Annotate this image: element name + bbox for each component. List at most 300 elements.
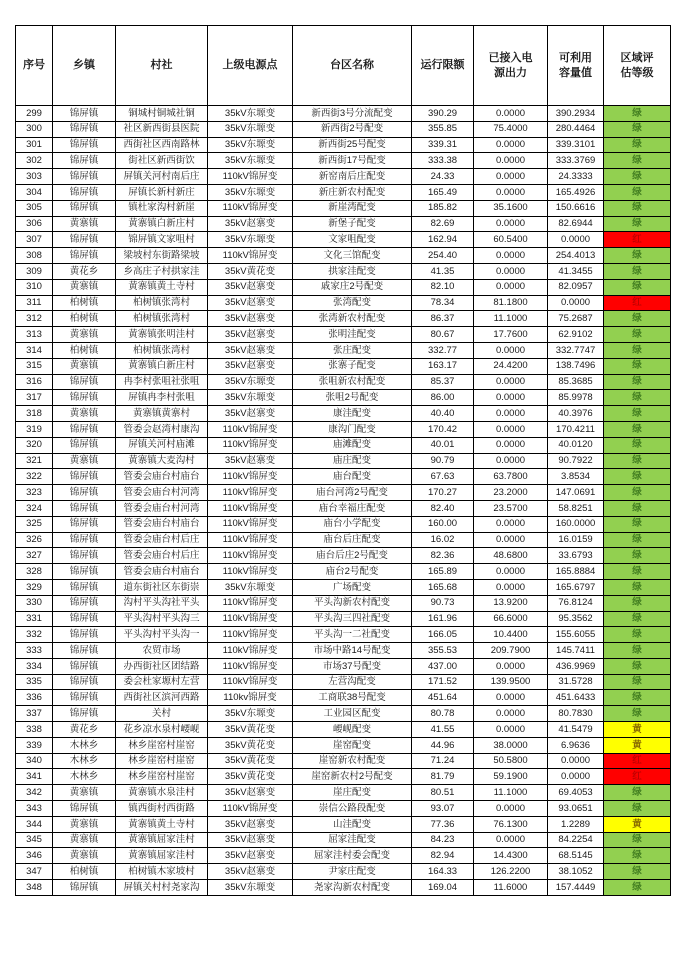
cell-township: 锦屏镇	[53, 121, 116, 137]
cell-output: 0.0000	[474, 706, 548, 722]
cell-limit: 82.36	[412, 548, 474, 564]
cell-index: 303	[16, 169, 53, 185]
table-row	[16, 200, 671, 216]
cell-capacity: 58.8251	[548, 500, 604, 516]
cell-index: 307	[16, 232, 53, 248]
cell-index: 338	[16, 722, 53, 738]
cell-source: 35kV东塬变	[208, 390, 293, 406]
table-row	[16, 342, 671, 358]
cell-village: 铜城村铜城社铜	[116, 106, 208, 122]
cell-village: 柏树镇张湾村	[116, 311, 208, 327]
cell-source: 35kV赵寨变	[208, 406, 293, 422]
cell-limit: 24.33	[412, 169, 474, 185]
cell-township: 木林乡	[53, 753, 116, 769]
cell-source: 35kV赵寨变	[208, 453, 293, 469]
cell-grade: 绿	[604, 627, 671, 643]
cell-source: 35kV东塬变	[208, 880, 293, 896]
cell-limit: 78.34	[412, 295, 474, 311]
cell-township: 锦屏镇	[53, 611, 116, 627]
cell-village: 镇杜家沟村新崖	[116, 200, 208, 216]
cell-township: 锦屏镇	[53, 643, 116, 659]
cell-limit: 80.78	[412, 706, 474, 722]
cell-grade: 绿	[604, 848, 671, 864]
cell-capacity: 145.7411	[548, 643, 604, 659]
cell-station: 庙滩配变	[293, 437, 412, 453]
cell-grade: 绿	[604, 311, 671, 327]
cell-grade: 绿	[604, 880, 671, 896]
cell-grade: 绿	[604, 421, 671, 437]
cell-source: 110kV锦屏变	[208, 674, 293, 690]
table-row	[16, 406, 671, 422]
cell-index: 305	[16, 200, 53, 216]
cell-village: 乡高庄子村拱家洼	[116, 263, 208, 279]
cell-grade: 绿	[604, 184, 671, 200]
cell-output: 13.9200	[474, 595, 548, 611]
cell-village: 柏树镇木家坡村	[116, 864, 208, 880]
cell-village: 沟村平头沟社平头	[116, 595, 208, 611]
cell-station: 拱家洼配变	[293, 263, 412, 279]
cell-index: 321	[16, 453, 53, 469]
cell-township: 柏树镇	[53, 295, 116, 311]
cell-index: 330	[16, 595, 53, 611]
cell-output: 0.0000	[474, 564, 548, 580]
cell-index: 311	[16, 295, 53, 311]
cell-output: 0.0000	[474, 153, 548, 169]
cell-capacity: 84.2254	[548, 832, 604, 848]
cell-township: 锦屏镇	[53, 169, 116, 185]
cell-index: 319	[16, 421, 53, 437]
cell-index: 339	[16, 737, 53, 753]
cell-source: 35kV赵寨变	[208, 279, 293, 295]
cell-capacity: 165.6797	[548, 579, 604, 595]
table-row	[16, 421, 671, 437]
cell-station: 平头沟三四社配变	[293, 611, 412, 627]
cell-capacity: 332.7747	[548, 342, 604, 358]
table-row	[16, 311, 671, 327]
cell-limit: 164.33	[412, 864, 474, 880]
cell-village: 西街社区滨河西路	[116, 690, 208, 706]
cell-capacity: 75.2687	[548, 311, 604, 327]
cell-capacity: 62.9102	[548, 327, 604, 343]
cell-output: 0.0000	[474, 279, 548, 295]
table-row	[16, 279, 671, 295]
cell-source: 35kV赵寨变	[208, 311, 293, 327]
cell-capacity: 436.9969	[548, 658, 604, 674]
cell-source: 35kV赵寨变	[208, 785, 293, 801]
cell-village: 柏树镇张湾村	[116, 342, 208, 358]
cell-source: 110kv锦屏变	[208, 690, 293, 706]
column-header-capacity: 可利用容量值	[548, 26, 604, 106]
cell-source: 35kV东塬变	[208, 153, 293, 169]
cell-source: 110kV锦屏变	[208, 169, 293, 185]
cell-source: 110kV锦屏变	[208, 548, 293, 564]
table-row	[16, 769, 671, 785]
cell-index: 331	[16, 611, 53, 627]
cell-source: 35kV黄花变	[208, 263, 293, 279]
cell-output: 0.0000	[474, 516, 548, 532]
cell-index: 309	[16, 263, 53, 279]
cell-village: 平头沟村平头沟三	[116, 611, 208, 627]
cell-village: 黄寨镇大麦沟村	[116, 453, 208, 469]
cell-grade: 绿	[604, 864, 671, 880]
cell-station: 庙台幸福庄配变	[293, 500, 412, 516]
cell-village: 办西街社区团结路	[116, 658, 208, 674]
cell-township: 黄寨镇	[53, 406, 116, 422]
cell-capacity: 155.6055	[548, 627, 604, 643]
cell-grade: 绿	[604, 469, 671, 485]
cell-limit: 86.37	[412, 311, 474, 327]
cell-capacity: 150.6616	[548, 200, 604, 216]
cell-limit: 339.31	[412, 137, 474, 153]
table-row	[16, 184, 671, 200]
cell-index: 328	[16, 564, 53, 580]
cell-township: 黄寨镇	[53, 848, 116, 864]
cell-village: 黄寨镇黄土寺村	[116, 816, 208, 832]
cell-output: 0.0000	[474, 437, 548, 453]
cell-station: 庙台后庄2号配变	[293, 548, 412, 564]
cell-station: 崖庄配变	[293, 785, 412, 801]
cell-township: 柏树镇	[53, 864, 116, 880]
table-row	[16, 532, 671, 548]
table-row	[16, 374, 671, 390]
table-row	[16, 643, 671, 659]
cell-capacity: 6.9636	[548, 737, 604, 753]
cell-township: 锦屏镇	[53, 437, 116, 453]
cell-index: 318	[16, 406, 53, 422]
cell-village: 黄寨镇白新庄村	[116, 358, 208, 374]
table-row	[16, 216, 671, 232]
cell-source: 110kV锦屏变	[208, 485, 293, 501]
cell-capacity: 16.0159	[548, 532, 604, 548]
table-header	[16, 26, 671, 106]
cell-capacity: 33.6793	[548, 548, 604, 564]
cell-capacity: 38.1052	[548, 864, 604, 880]
cell-grade: 绿	[604, 263, 671, 279]
cell-township: 木林乡	[53, 737, 116, 753]
cell-source: 35kV东塬变	[208, 184, 293, 200]
table-row	[16, 121, 671, 137]
cell-output: 0.0000	[474, 137, 548, 153]
cell-index: 334	[16, 658, 53, 674]
cell-source: 110kV锦屏变	[208, 200, 293, 216]
cell-limit: 160.00	[412, 516, 474, 532]
cell-grade: 绿	[604, 153, 671, 169]
cell-limit: 81.79	[412, 769, 474, 785]
cell-village: 黄寨镇屈家洼村	[116, 832, 208, 848]
cell-source: 35kV黄花变	[208, 769, 293, 785]
cell-station: 新西街3号分流配变	[293, 106, 412, 122]
cell-source: 110kV锦屏变	[208, 564, 293, 580]
cell-output: 24.4200	[474, 358, 548, 374]
cell-limit: 169.04	[412, 880, 474, 896]
cell-index: 325	[16, 516, 53, 532]
cell-station: 山洼配变	[293, 816, 412, 832]
cell-capacity: 160.0000	[548, 516, 604, 532]
cell-grade: 绿	[604, 579, 671, 595]
cell-township: 黄寨镇	[53, 785, 116, 801]
cell-output: 66.6000	[474, 611, 548, 627]
cell-index: 299	[16, 106, 53, 122]
cell-grade: 绿	[604, 169, 671, 185]
cell-output: 209.7900	[474, 643, 548, 659]
cell-source: 110kV锦屏变	[208, 658, 293, 674]
cell-source: 35kV赵寨变	[208, 342, 293, 358]
cell-limit: 185.82	[412, 200, 474, 216]
cell-limit: 40.40	[412, 406, 474, 422]
cell-grade: 红	[604, 753, 671, 769]
cell-township: 锦屏镇	[53, 200, 116, 216]
cell-capacity: 82.6944	[548, 216, 604, 232]
cell-station: 张明洼配变	[293, 327, 412, 343]
cell-source: 110kV锦屏变	[208, 516, 293, 532]
column-header-township: 乡镇	[53, 26, 116, 106]
cell-source: 35kV赵寨变	[208, 864, 293, 880]
cell-grade: 黄	[604, 737, 671, 753]
cell-grade: 绿	[604, 121, 671, 137]
cell-limit: 254.40	[412, 248, 474, 264]
cell-index: 302	[16, 153, 53, 169]
cell-township: 锦屏镇	[53, 184, 116, 200]
cell-village: 道东街社区东街崇	[116, 579, 208, 595]
table-row	[16, 516, 671, 532]
table-row	[16, 848, 671, 864]
cell-limit: 171.52	[412, 674, 474, 690]
cell-output: 23.2000	[474, 485, 548, 501]
table-row	[16, 753, 671, 769]
cell-output: 48.6800	[474, 548, 548, 564]
cell-output: 11.6000	[474, 880, 548, 896]
cell-output: 0.0000	[474, 832, 548, 848]
cell-output: 23.5700	[474, 500, 548, 516]
cell-village: 社区新西街县医院	[116, 121, 208, 137]
cell-index: 322	[16, 469, 53, 485]
cell-township: 锦屏镇	[53, 595, 116, 611]
cell-limit: 165.68	[412, 579, 474, 595]
cell-grade: 绿	[604, 643, 671, 659]
cell-capacity: 80.7830	[548, 706, 604, 722]
table-row	[16, 880, 671, 896]
cell-output: 0.0000	[474, 801, 548, 817]
cell-station: 广场配变	[293, 579, 412, 595]
cell-station: 张咀新农村配变	[293, 374, 412, 390]
cell-township: 锦屏镇	[53, 374, 116, 390]
cell-capacity: 95.3562	[548, 611, 604, 627]
cell-source: 35kV赵寨变	[208, 358, 293, 374]
cell-station: 工业园区配变	[293, 706, 412, 722]
cell-township: 锦屏镇	[53, 421, 116, 437]
cell-village: 农贸市场	[116, 643, 208, 659]
cell-station: 张湾新农村配变	[293, 311, 412, 327]
table-row	[16, 548, 671, 564]
cell-limit: 84.23	[412, 832, 474, 848]
cell-source: 35kV东塬变	[208, 121, 293, 137]
cell-limit: 451.64	[412, 690, 474, 706]
cell-source: 35kV赵寨变	[208, 295, 293, 311]
cell-township: 锦屏镇	[53, 627, 116, 643]
cell-limit: 333.38	[412, 153, 474, 169]
cell-limit: 170.27	[412, 485, 474, 501]
cell-grade: 绿	[604, 674, 671, 690]
column-header-index: 序号	[16, 26, 53, 106]
cell-index: 336	[16, 690, 53, 706]
cell-township: 锦屏镇	[53, 248, 116, 264]
cell-grade: 绿	[604, 485, 671, 501]
cell-village: 委会杜家塬村左营	[116, 674, 208, 690]
cell-index: 301	[16, 137, 53, 153]
cell-output: 35.1600	[474, 200, 548, 216]
table-row	[16, 485, 671, 501]
cell-index: 317	[16, 390, 53, 406]
cell-limit: 86.00	[412, 390, 474, 406]
cell-source: 35kV东塬变	[208, 106, 293, 122]
cell-output: 17.7600	[474, 327, 548, 343]
cell-capacity: 69.4053	[548, 785, 604, 801]
cell-limit: 82.69	[412, 216, 474, 232]
cell-village: 黄寨镇水泉洼村	[116, 785, 208, 801]
cell-grade: 绿	[604, 801, 671, 817]
cell-index: 343	[16, 801, 53, 817]
cell-township: 黄寨镇	[53, 453, 116, 469]
column-header-grade: 区域评估等级	[604, 26, 671, 106]
cell-village: 屏镇关村村尧家沟	[116, 880, 208, 896]
cell-capacity: 390.2934	[548, 106, 604, 122]
cell-station: 崇信公路段配变	[293, 801, 412, 817]
cell-capacity: 85.3685	[548, 374, 604, 390]
cell-index: 304	[16, 184, 53, 200]
cell-source: 110kV锦屏变	[208, 437, 293, 453]
cell-output: 139.9500	[474, 674, 548, 690]
cell-station: 新窑南后庄配变	[293, 169, 412, 185]
cell-township: 锦屏镇	[53, 674, 116, 690]
cell-source: 35kV赵寨变	[208, 848, 293, 864]
cell-capacity: 40.3976	[548, 406, 604, 422]
cell-township: 木林乡	[53, 769, 116, 785]
cell-index: 327	[16, 548, 53, 564]
cell-index: 326	[16, 532, 53, 548]
cell-village: 冉李村张咀社张咀	[116, 374, 208, 390]
table-row	[16, 263, 671, 279]
cell-limit: 166.05	[412, 627, 474, 643]
cell-limit: 390.29	[412, 106, 474, 122]
column-header-station: 台区名称	[293, 26, 412, 106]
cell-station: 庙台小学配变	[293, 516, 412, 532]
cell-station: 新西街17号配变	[293, 153, 412, 169]
table-row	[16, 801, 671, 817]
cell-station: 崾岘配变	[293, 722, 412, 738]
cell-capacity: 0.0000	[548, 295, 604, 311]
cell-source: 110kV锦屏变	[208, 421, 293, 437]
cell-output: 126.2200	[474, 864, 548, 880]
cell-output: 0.0000	[474, 248, 548, 264]
table-row	[16, 106, 671, 122]
column-header-village: 村社	[116, 26, 208, 106]
cell-township: 黄花乡	[53, 263, 116, 279]
cell-source: 35kV黄花变	[208, 753, 293, 769]
cell-township: 锦屏镇	[53, 232, 116, 248]
table-row	[16, 816, 671, 832]
cell-output: 0.0000	[474, 169, 548, 185]
cell-index: 344	[16, 816, 53, 832]
table-row	[16, 832, 671, 848]
cell-limit: 332.77	[412, 342, 474, 358]
cell-source: 35kV黄花变	[208, 737, 293, 753]
cell-station: 崖窑新农村配变	[293, 753, 412, 769]
cell-station: 张湾配变	[293, 295, 412, 311]
cell-index: 306	[16, 216, 53, 232]
cell-village: 梁坡村东街路梁坡	[116, 248, 208, 264]
column-header-source: 上级电源点	[208, 26, 293, 106]
cell-township: 黄寨镇	[53, 279, 116, 295]
table-row	[16, 248, 671, 264]
cell-village: 屏镇长新村新庄	[116, 184, 208, 200]
cell-capacity: 451.6433	[548, 690, 604, 706]
cell-index: 342	[16, 785, 53, 801]
cell-grade: 绿	[604, 137, 671, 153]
cell-station: 平头沟一二社配变	[293, 627, 412, 643]
table-row	[16, 706, 671, 722]
cell-station: 庙庄配变	[293, 453, 412, 469]
table-row	[16, 295, 671, 311]
table-row	[16, 358, 671, 374]
cell-limit: 170.42	[412, 421, 474, 437]
cell-village: 锦屏镇文家咀村	[116, 232, 208, 248]
cell-capacity: 0.0000	[548, 753, 604, 769]
cell-grade: 绿	[604, 453, 671, 469]
cell-output: 75.4000	[474, 121, 548, 137]
cell-village: 管委会赵湾村康沟	[116, 421, 208, 437]
cell-grade: 红	[604, 769, 671, 785]
cell-station: 新庄新农村配变	[293, 184, 412, 200]
cell-index: 320	[16, 437, 53, 453]
table-row	[16, 437, 671, 453]
cell-township: 锦屏镇	[53, 548, 116, 564]
cell-village: 管委会庙台村后庄	[116, 548, 208, 564]
cell-limit: 85.37	[412, 374, 474, 390]
table-row	[16, 611, 671, 627]
cell-grade: 绿	[604, 200, 671, 216]
cell-output: 0.0000	[474, 390, 548, 406]
cell-capacity: 0.0000	[548, 232, 604, 248]
cell-output: 50.5800	[474, 753, 548, 769]
cell-capacity: 3.8534	[548, 469, 604, 485]
cell-output: 0.0000	[474, 263, 548, 279]
table-row	[16, 658, 671, 674]
cell-output: 10.4400	[474, 627, 548, 643]
cell-township: 锦屏镇	[53, 516, 116, 532]
cell-source: 110kV锦屏变	[208, 643, 293, 659]
cell-township: 锦屏镇	[53, 106, 116, 122]
cell-grade: 绿	[604, 785, 671, 801]
cell-limit: 161.96	[412, 611, 474, 627]
cell-township: 锦屏镇	[53, 880, 116, 896]
cell-source: 110kV锦屏变	[208, 611, 293, 627]
cell-grade: 绿	[604, 342, 671, 358]
cell-station: 崖窑配变	[293, 737, 412, 753]
cell-village: 黄寨镇黄寨村	[116, 406, 208, 422]
cell-station: 文家咀配变	[293, 232, 412, 248]
cell-township: 柏树镇	[53, 342, 116, 358]
cell-station: 市场中路14号配变	[293, 643, 412, 659]
cell-grade: 绿	[604, 832, 671, 848]
cell-index: 312	[16, 311, 53, 327]
cell-limit: 163.17	[412, 358, 474, 374]
cell-grade: 红	[604, 295, 671, 311]
cell-output: 0.0000	[474, 421, 548, 437]
cell-grade: 绿	[604, 532, 671, 548]
cell-grade: 黄	[604, 722, 671, 738]
cell-township: 锦屏镇	[53, 500, 116, 516]
cell-capacity: 85.9978	[548, 390, 604, 406]
